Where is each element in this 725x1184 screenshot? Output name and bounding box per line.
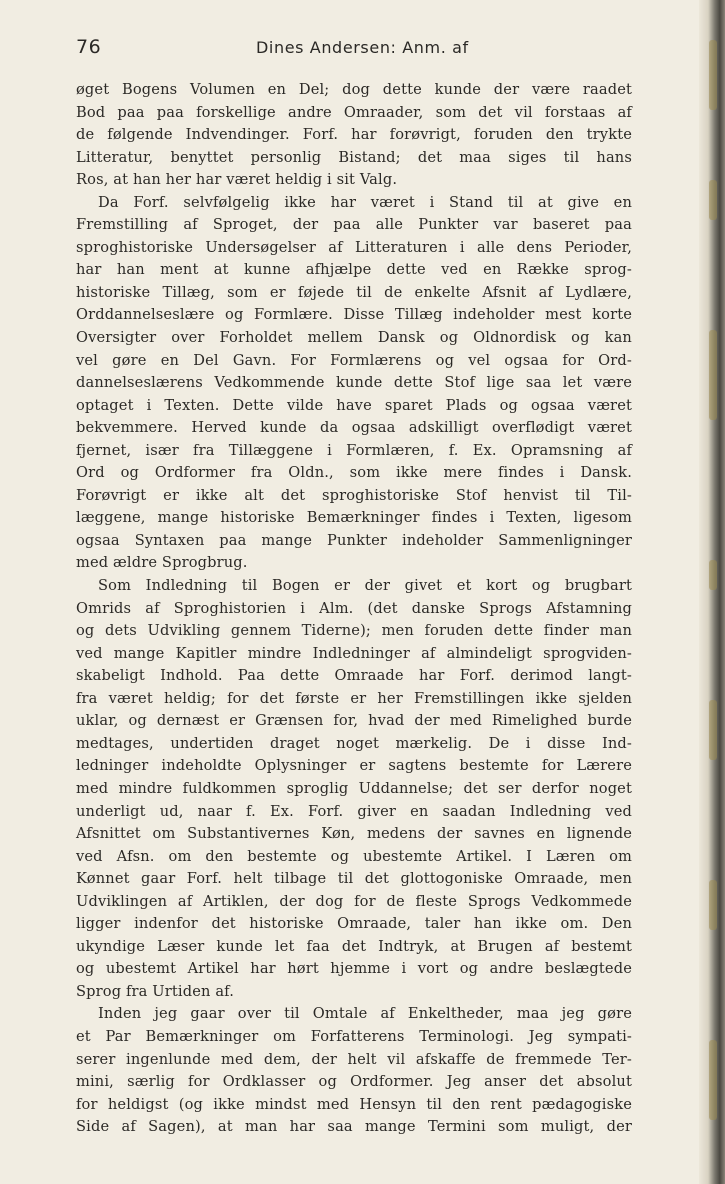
text-line: optaget i Texten. Dette vilde have sparet Plads og ogsaa været bbox=[76, 396, 632, 414]
text-line: Sprog fra Urtiden af. bbox=[76, 982, 234, 1000]
text-line: ukyndige Læser kunde let faa det Indtryk, at Brugen af bestemt bbox=[76, 937, 632, 955]
text-line: vel gøre en Del Gavn. For Formlærens og vel ogsaa for Ord- bbox=[76, 351, 632, 369]
text-line: de følgende Indvendinger. Forf. har forøvrigt, foruden den trykte bbox=[76, 126, 632, 144]
text-line: Ros, at han her har været heldig i sit Valg. bbox=[76, 171, 398, 189]
text-line: uklar, og dernæst er Grænsen for, hvad der med Rimelighed burde bbox=[76, 712, 632, 730]
text-line: ogsaa Syntaxen paa mange Punkter indeholder Sammenligninger bbox=[76, 531, 632, 549]
text-line: med mindre fuldkommen sproglig Uddannelse; det ser derfor noget bbox=[76, 779, 632, 797]
text-line: Som Indledning til Bogen er der givet et kort og brugbart bbox=[98, 577, 632, 595]
text-line: ligger indenfor det historiske Omraade, taler han ikke om. Den bbox=[76, 915, 632, 933]
text-line: fjernet, især fra Tillæggene i Formlæren, f. Ex. Opramsning af bbox=[76, 441, 632, 459]
text-line: bekvemmere. Herved kunde da ogsaa adskilligt overflødigt været bbox=[76, 419, 632, 437]
text-line: medtages, undertiden draget noget mærkelig. De i disse Ind- bbox=[76, 734, 632, 752]
text-line: ved Afsn. om den bestemte og ubestemte Artikel. I Læren om bbox=[76, 847, 632, 865]
page-edge bbox=[699, 0, 725, 1184]
body-text bbox=[76, 79, 632, 1139]
text-line: historiske Tillæg, som er føjede til de enkelte Afsnit af Lydlære, bbox=[76, 283, 632, 301]
text-line: Udviklingen af Artiklen, der dog for de fleste Sprogs Vedkommede bbox=[76, 892, 632, 910]
text-line: underligt ud, naar f. Ex. Forf. giver en saadan Indledning ved bbox=[76, 802, 632, 820]
text-line: Fremstilling af Sproget, der paa alle Punkter var baseret paa bbox=[76, 216, 632, 234]
text-line: og dets Udvikling gennem Tiderne); men foruden dette finder man bbox=[76, 622, 632, 640]
text-line: for heldigst (og ikke mindst med Hensyn til den rent pædagogiske bbox=[76, 1095, 632, 1113]
page-header bbox=[76, 36, 632, 66]
text-line: Omrids af Sproghistorien i Alm. (det danske Sprogs Afstamning bbox=[76, 599, 632, 617]
text-line: Afsnittet om Substantivernes Køn, medens der savnes en lignende bbox=[76, 825, 632, 843]
text-line: Litteratur, benyttet personlig Bistand; det maa siges til hans bbox=[76, 148, 632, 166]
text-line: Forøvrigt er ikke alt det sproghistoriske Stof henvist til Til- bbox=[76, 486, 632, 504]
text-line: Da Forf. selvfølgelig ikke har været i Stand til at give en bbox=[98, 193, 632, 211]
text-line: ledninger indeholdte Oplysninger er sagtens bestemte for Lærere bbox=[76, 757, 632, 775]
text-line: sproghistoriske Undersøgelser af Litteraturen i alle dens Perioder, bbox=[76, 238, 632, 256]
text-line: dannelseslærens Vedkommende kunde dette Stof lige saa let være bbox=[76, 374, 632, 392]
text-line: Side af Sagen), at man har saa mange Termini som muligt, der bbox=[76, 1118, 632, 1136]
text-line: Ord og Ordformer fra Oldn., som ikke mere findes i Dansk. bbox=[76, 464, 632, 482]
page-number: 76 bbox=[76, 36, 102, 58]
text-line: øget Bogens Volumen en Del; dog dette kunde der være raadet bbox=[76, 81, 632, 98]
text-line: Oversigter over Forholdet mellem Dansk og Oldnordisk og kan bbox=[76, 329, 632, 347]
text-line: læggene, mange historiske Bemærkninger findes i Texten, ligesom bbox=[76, 509, 632, 527]
text-line: fra været heldig; for det første er her Fremstillingen ikke sjelden bbox=[76, 689, 632, 707]
text-line: med ældre Sprogbrug. bbox=[76, 554, 248, 572]
text-line: og ubestemt Artikel har hørt hjemme i vort og andre beslægtede bbox=[76, 960, 632, 978]
text-line: har han ment at kunne afhjælpe dette ved en Række sprog- bbox=[76, 261, 632, 279]
text-line: serer ingenlunde med dem, der helt vil afskaffe de fremmede Ter- bbox=[76, 1050, 632, 1068]
text-line: skabeligt Indhold. Paa dette Omraade har Forf. derimod langt- bbox=[76, 667, 632, 685]
running-head: Dines Andersen: Anm. af bbox=[256, 38, 469, 57]
text-line: Orddannelseslære og Formlære. Disse Tillæg indeholder mest korte bbox=[76, 306, 632, 324]
text-line: et Par Bemærkninger om Forfatterens Terminologi. Jeg sympati- bbox=[76, 1027, 632, 1045]
text-line: Kønnet gaar Forf. helt tilbage til det glottogoniske Omraade, men bbox=[76, 870, 632, 888]
text-line: ved mange Kapitler mindre Indledninger af almindeligt sprogviden- bbox=[76, 644, 632, 662]
text-line: mini, særlig for Ordklasser og Ordformer. Jeg anser det absolut bbox=[76, 1073, 632, 1091]
text-line: Bod paa paa forskellige andre Omraader, som det vil forstaas af bbox=[76, 103, 632, 121]
text-line: Inden jeg gaar over til Omtale af Enkeltheder, maa jeg gøre bbox=[98, 1005, 632, 1023]
